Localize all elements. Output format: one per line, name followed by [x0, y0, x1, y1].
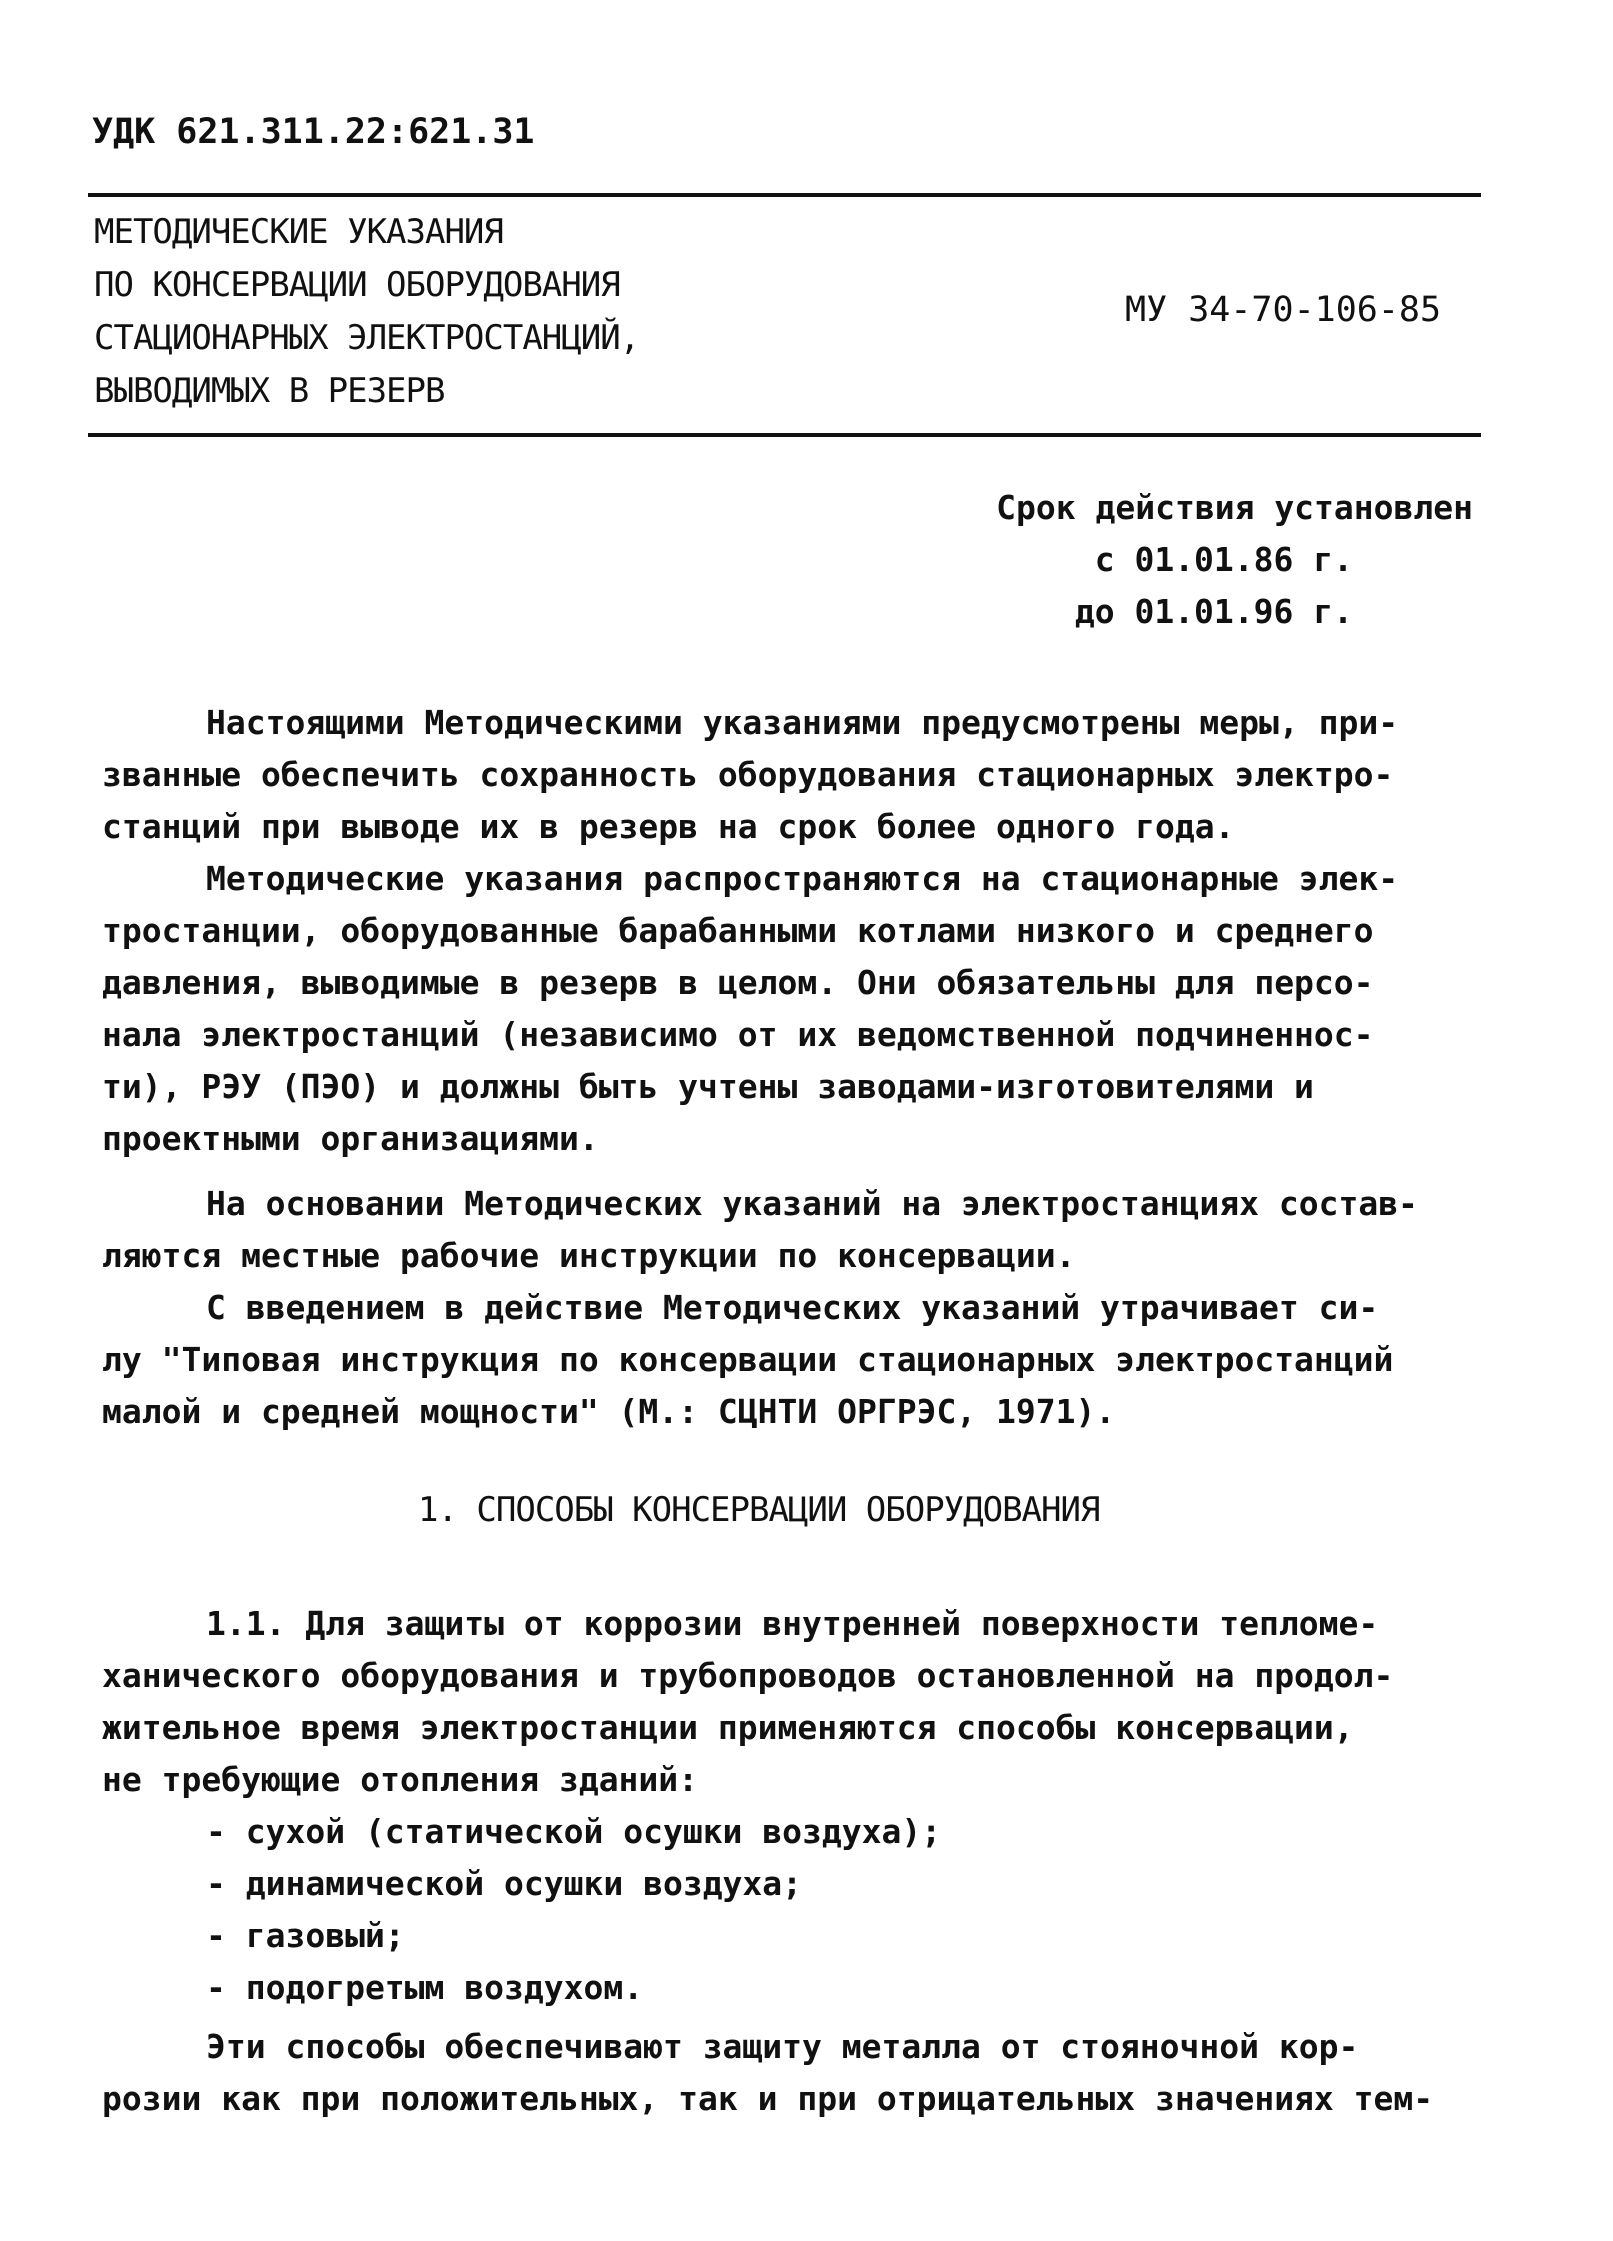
udk-code: УДК 621.311.22:621.31 [92, 112, 535, 152]
title-line: ВЫВОДИМЫХ В РЕЗЕРВ [94, 371, 445, 411]
text-line: ти), РЭУ (ПЭО) и должны быть учтены заводами-изготовителями и [102, 1067, 1314, 1106]
text-line: малой и средней мощности" (М.: СЦНТИ ОРГРЭС, 1971). [102, 1392, 1116, 1431]
text-line: Методические указания распространяются на стационарные элек- [206, 859, 1399, 898]
text-line: не требующие отопления зданий: [102, 1760, 699, 1799]
title-line: СТАЦИОНАРНЫХ ЭЛЕКТРОСТАНЦИЙ, [94, 318, 640, 358]
text-line: нала электростанций (независимо от их ведомственной подчиненнос- [102, 1015, 1374, 1054]
validity-line: до 01.01.96 г. [1074, 592, 1353, 631]
text-line: званные обеспечить сохранность оборудования стационарных электро- [102, 755, 1394, 794]
title-line: ПО КОНСЕРВАЦИИ ОБОРУДОВАНИЯ [94, 265, 620, 305]
header-rule-bottom [88, 433, 1481, 437]
list-item: - подогретым воздухом. [206, 1968, 644, 2007]
text-line: На основании Методических указаний на электростанциях состав- [206, 1184, 1418, 1223]
list-item: - динамической осушки воздуха; [206, 1864, 803, 1903]
text-line: жительное время электростанции применяются способы консервации, [102, 1708, 1354, 1747]
document-code: МУ 34-70-106-85 [1125, 290, 1442, 330]
header-rule-top [88, 193, 1481, 197]
title-line: МЕТОДИЧЕСКИЕ УКАЗАНИЯ [94, 212, 503, 252]
list-item: - газовый; [206, 1916, 405, 1955]
validity-line: с 01.01.86 г. [1094, 540, 1353, 579]
text-line: 1.1. Для защиты от коррозии внутренней поверхности тепломе- [206, 1604, 1379, 1643]
text-line: тростанции, оборудованные барабанными котлами низкого и среднего [102, 911, 1374, 950]
text-line: станций при выводе их в резерв на срок более одного года. [102, 807, 1235, 846]
text-line: проектными организациями. [102, 1119, 599, 1158]
text-line: лу "Типовая инструкция по консервации стационарных электростанций [102, 1340, 1394, 1379]
text-line: Настоящими Методическими указаниями предусмотрены меры, при- [206, 703, 1399, 742]
section-heading: 1. СПОСОБЫ КОНСЕРВАЦИИ ОБОРУДОВАНИЯ [418, 1490, 1100, 1530]
text-line: розии как при положительных, так и при отрицательных значениях тем- [102, 2079, 1434, 2118]
validity-line: Срок действия установлен [996, 488, 1473, 527]
text-line: давления, выводимые в резерв в целом. Они обязательны для персо- [102, 963, 1374, 1002]
text-line: ханического оборудования и трубопроводов остановленной на продол- [102, 1656, 1394, 1695]
text-line: ляются местные рабочие инструкции по консервации. [102, 1236, 1076, 1275]
list-item: - сухой (статической осушки воздуха); [206, 1812, 942, 1851]
text-line: Эти способы обеспечивают защиту металла от стояночной кор- [206, 2027, 1359, 2066]
text-line: С введением в действие Методических указаний утрачивает си- [206, 1288, 1379, 1327]
